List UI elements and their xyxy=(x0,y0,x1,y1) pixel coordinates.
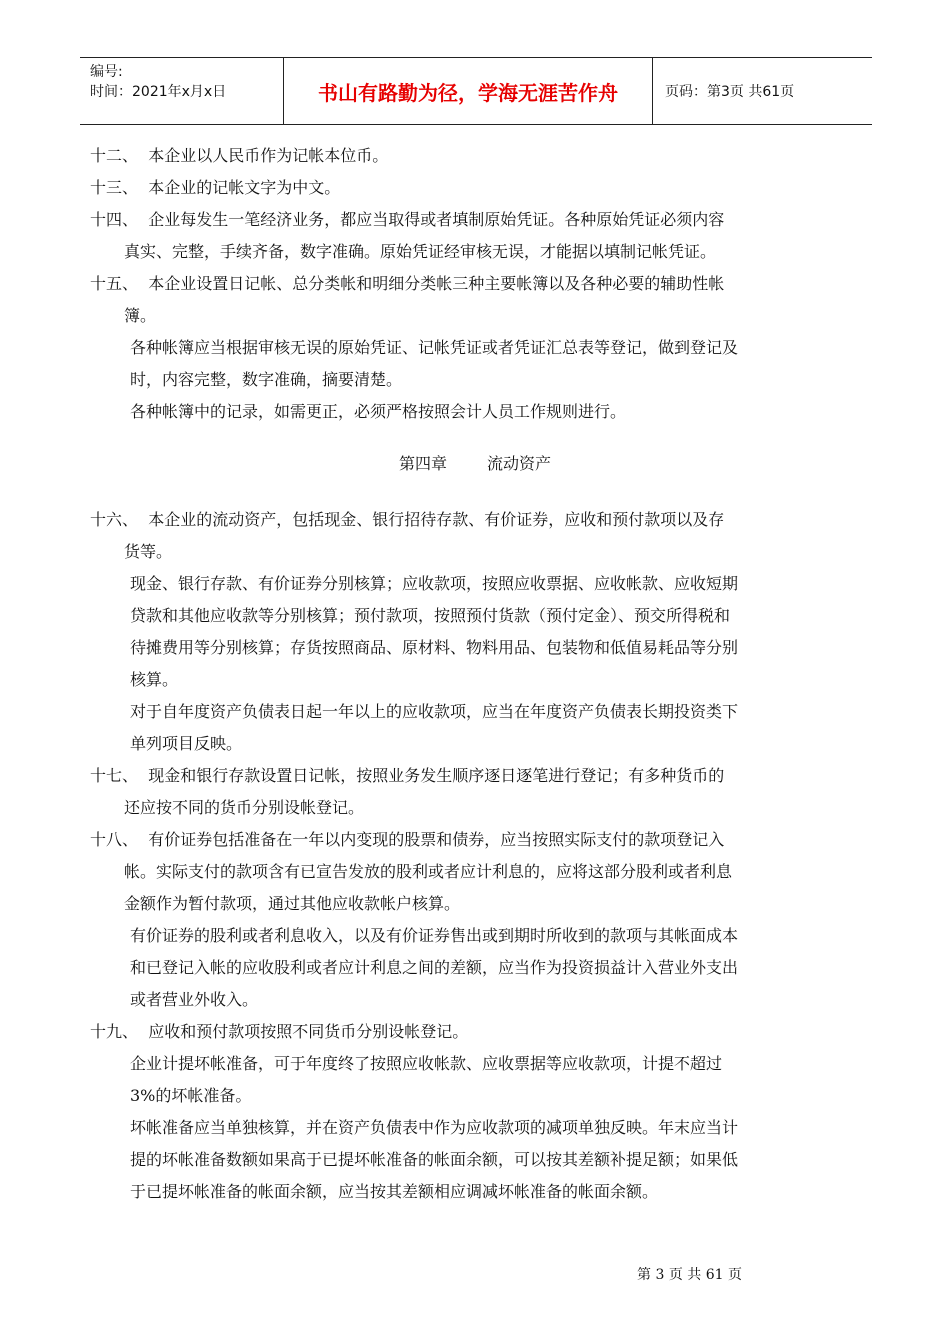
clause-text: 本企业设置日记帐、总分类帐和明细分类帐三种主要帐簿以及各种必要的辅助性帐 xyxy=(148,274,725,293)
chapter-heading xyxy=(90,448,860,480)
clause-number: 十四、 xyxy=(90,210,149,229)
header-meta xyxy=(80,58,283,124)
header-page-info xyxy=(653,58,872,124)
text-line: 金额作为暂付款项，通过其他应收款帐户核算。 xyxy=(124,894,461,913)
clause-number: 十二、 xyxy=(90,146,149,165)
text-line: 待摊费用等分别核算；存货按照商品、原材料、物料用品、包装物和低值易耗品等分别 xyxy=(130,638,739,657)
clause-item xyxy=(90,172,860,204)
clause-item xyxy=(90,140,860,172)
text-line: 帐。实际支付的款项含有已宣告发放的股利或者应计利息的，应将这部分股利或者利息 xyxy=(124,862,733,881)
clause-text: 有价证券包括准备在一年以内变现的股票和债券，应当按照实际支付的款项登记入 xyxy=(148,830,725,849)
clause-item xyxy=(90,824,860,920)
clause-number: 十五、 xyxy=(90,274,149,293)
page-header xyxy=(80,57,872,125)
text-line: 有价证券的股利或者利息收入，以及有价证券售出或到期时所收到的款项与其帐面成本 xyxy=(130,926,739,945)
clause-item xyxy=(90,1016,860,1048)
text-line: 各种帐簿中的记录，如需更正，必须严格按照会计人员工作规则进行。 xyxy=(130,402,627,421)
text-line: 单列项目反映。 xyxy=(130,734,243,753)
clause-number: 十六、 xyxy=(90,510,149,529)
header-motto xyxy=(283,58,653,124)
text-line: 真实、完整，手续齐备，数字准确。原始凭证经审核无误，才能据以填制记帐凭证。 xyxy=(124,242,717,261)
text-line: 各种帐簿应当根据审核无误的原始凭证、记帐凭证或者凭证汇总表等登记，做到登记及 xyxy=(130,338,739,357)
clause-item xyxy=(90,504,860,568)
text-line: 企业计提坏帐准备，可于年度终了按照应收帐款、应收票据等应收款项，计提不超过 xyxy=(130,1054,723,1073)
page-footer: 第 3 页 共 61 页 xyxy=(637,1267,742,1283)
clause-number: 十七、 xyxy=(90,766,149,785)
clause-text: 本企业的流动资产，包括现金、银行招待存款、有价证券，应收和预付款项以及存 xyxy=(148,510,725,529)
text-line: 贷款和其他应收款等分别核算；预付款项，按照预付货款（预付定金）、预交所得税和 xyxy=(130,606,731,625)
clause-number: 十三、 xyxy=(90,178,149,197)
text-line: 货等。 xyxy=(124,542,173,561)
chapter-number: 第四章 xyxy=(398,454,447,473)
text-line: 对于自年度资产负债表日起一年以上的应收款项，应当在年度资产负债表长期投资类下 xyxy=(130,702,739,721)
text-line: 现金、银行存款、有价证券分别核算；应收款项，按照应收票据、应收帐款、应收短期 xyxy=(130,574,739,593)
clause-text: 企业每发生一笔经济业务，都应当取得或者填制原始凭证。各种原始凭证必须内容 xyxy=(148,210,725,229)
text-line: 时，内容完整，数字准确，摘要清楚。 xyxy=(130,370,403,389)
text-line: 和已登记入帐的应收股利或者应计利息之间的差额，应当作为投资损益计入营业外支出 xyxy=(130,958,739,977)
clause-item xyxy=(90,760,860,824)
text-line: 3%的坏帐准备。 xyxy=(130,1086,252,1105)
text-line: 提的坏帐准备数额如果高于已提坏帐准备的帐面余额，可以按其差额补提足额；如果低 xyxy=(130,1150,739,1169)
clause-text: 现金和银行存款设置日记帐，按照业务发生顺序逐日逐笔进行登记；有多种货币的 xyxy=(148,766,725,785)
clause-number: 十九、 xyxy=(90,1022,149,1041)
clause-item xyxy=(90,268,860,332)
document-time: 时间：2021年x月x日 xyxy=(90,84,227,100)
text-line: 于已提坏帐准备的帐面余额，应当按其差额相应调减坏帐准备的帐面余额。 xyxy=(130,1182,659,1201)
document-body xyxy=(90,140,860,1208)
clause-text: 本企业的记帐文字为中文。 xyxy=(148,178,341,197)
motto-text: 书山有路勤为径，学海无涯苦作舟 xyxy=(318,80,618,105)
clause-text: 本企业以人民币作为记帐本位币。 xyxy=(148,146,389,165)
text-line: 坏帐准备应当单独核算，并在资产负债表中作为应收款项的减项单独反映。年末应当计 xyxy=(130,1118,739,1137)
clause-number: 十八、 xyxy=(90,830,149,849)
clause-item xyxy=(90,204,860,268)
clause-text: 应收和预付款项按照不同货币分别设帐登记。 xyxy=(148,1022,469,1041)
text-line: 或者营业外收入。 xyxy=(130,990,259,1009)
text-line: 核算。 xyxy=(130,670,179,689)
chapter-title: 流动资产 xyxy=(487,454,552,473)
document-code-label: 编号: xyxy=(90,64,123,80)
text-line: 还应按不同的货币分别设帐登记。 xyxy=(124,798,365,817)
page-info-text: 页码：第3页 共61页 xyxy=(665,84,795,100)
text-line: 簿。 xyxy=(124,306,157,325)
